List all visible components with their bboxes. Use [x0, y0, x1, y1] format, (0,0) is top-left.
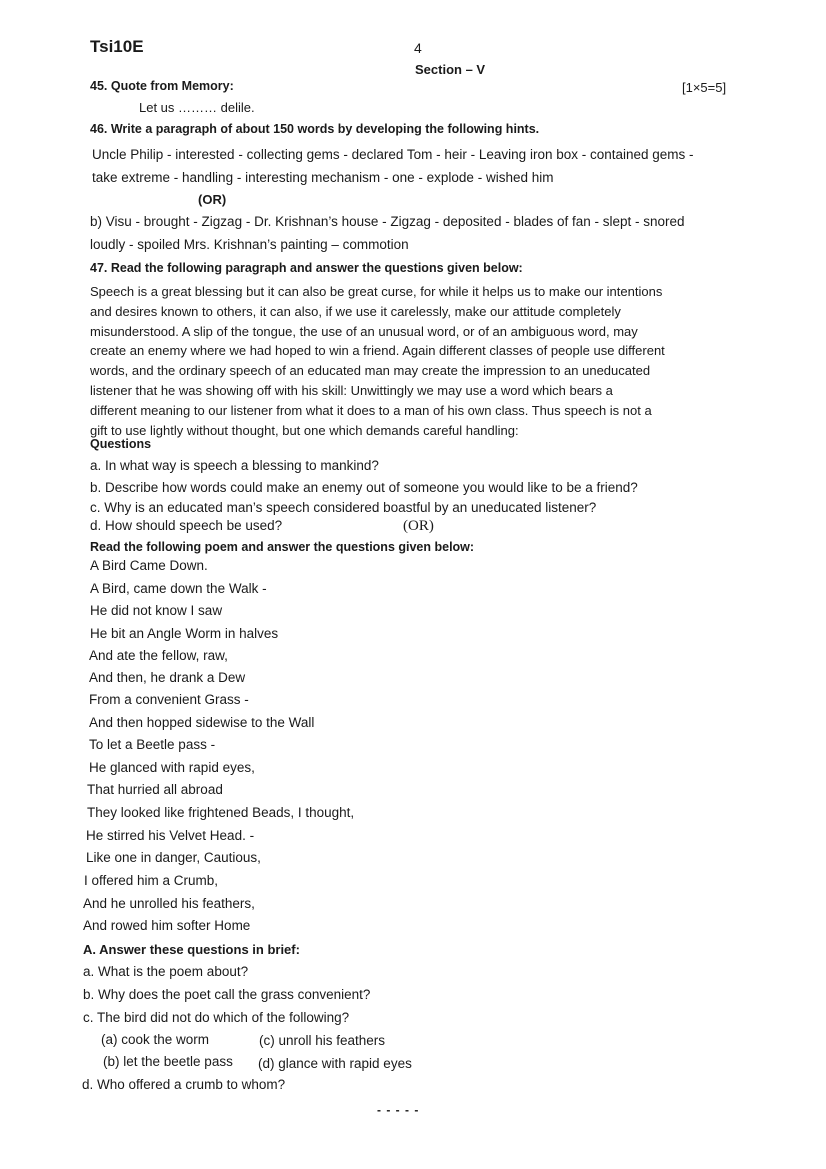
option-a: (a) cook the worm	[101, 1032, 210, 1047]
poem-line: And then, he drank a Dew	[89, 670, 246, 685]
paragraph-line: gift to use lightly without thought, but one which demands careful handling:	[90, 422, 519, 438]
poem-line: And rowed him softer Home	[83, 918, 251, 933]
section-a-question: a. What is the poem about?	[83, 964, 249, 979]
paragraph-line: listener that he was showing off with his skill: Unwittingly we may use a word which bears a	[90, 382, 613, 398]
paragraph-line: words, and the ordinary speech of an educated man may create the impression to an uneducated	[90, 363, 651, 379]
poem-line: He did not know I saw	[90, 603, 223, 618]
poem-line: He glanced with rapid eyes,	[89, 760, 255, 775]
question-item: d. How should speech be used?	[90, 518, 283, 533]
poem-line: A Bird, came down the Walk -	[90, 581, 267, 596]
page-number: 4	[414, 40, 422, 56]
section-a-title: A. Answer these questions in brief:	[83, 942, 300, 957]
paragraph-line: create an enemy where we had hoped to win a friend. Again different classes of people use different	[90, 343, 665, 359]
poem-line: I offered him a Crumb,	[84, 873, 219, 888]
q45-quote-line: Let us ……… delile.	[139, 100, 255, 115]
poem-line: He bit an Angle Worm in halves	[90, 626, 279, 641]
paragraph-line: and desires known to others, it can also, if we use it carelessly, make our attitude completely	[90, 303, 621, 319]
q47-paragraph	[90, 282, 665, 440]
poem-instruction: Read the following poem and answer the questions given below:	[90, 540, 475, 554]
section-title: Section – V	[415, 62, 486, 77]
q46-hint-a-line: take extreme - handling - interesting mechanism - one - explode - wished him	[92, 170, 554, 185]
paragraph-line: different meaning to our listener from what it does to a man of his own class. Thus speech is not a	[90, 402, 652, 418]
poem-line: To let a Beetle pass -	[89, 737, 216, 752]
section-a-question: c. The bird did not do which of the following?	[83, 1010, 350, 1025]
option-b: (b) let the beetle pass	[103, 1054, 233, 1069]
option-d: (d) glance with rapid eyes	[258, 1056, 412, 1071]
question-item: a. In what way is speech a blessing to mankind?	[90, 458, 379, 473]
question-item: b. Describe how words could make an enemy out of someone you would like to be a friend?	[90, 480, 638, 495]
poem-line: He stirred his Velvet Head. -	[86, 828, 255, 843]
footer-dashes: - - - - -	[377, 1103, 420, 1117]
poem-title: A Bird Came Down.	[90, 558, 208, 573]
q46-title: 46. Write a paragraph of about 150 words by developing the following hints.	[90, 122, 540, 136]
poem-line: They looked like frightened Beads, I thought,	[87, 805, 355, 820]
poem-line: Like one in danger, Cautious,	[86, 850, 261, 865]
q46-hint-b-line: loudly - spoiled Mrs. Krishnan’s painting – commotion	[90, 237, 409, 252]
q47-title: 47. Read the following paragraph and answer the questions given below:	[90, 261, 523, 275]
poem-line: That hurried all abroad	[87, 782, 223, 797]
question-item: c. Why is an educated man’s speech considered boastful by an uneducated listener?	[90, 500, 597, 515]
poem-line: And then hopped sidewise to the Wall	[89, 715, 315, 730]
marks: [1×5=5]	[682, 80, 727, 95]
paper-code: Tsi10E	[90, 37, 144, 56]
last-question: d. Who offered a crumb to whom?	[82, 1077, 286, 1092]
option-c: (c) unroll his feathers	[259, 1033, 386, 1048]
poem-line: From a convenient Grass -	[89, 692, 249, 707]
questions-label: Questions	[90, 437, 152, 451]
q47-or: (OR)	[403, 518, 434, 534]
paragraph-line: misunderstood. A slip of the tongue, the use of an unusual word, or of an ambiguous word, may	[90, 323, 638, 339]
poem-line: And ate the fellow, raw,	[89, 648, 228, 663]
q45-title: 45. Quote from Memory:	[90, 79, 234, 93]
poem-line: And he unrolled his feathers,	[83, 896, 255, 911]
q46-or: (OR)	[198, 192, 227, 207]
paragraph-line: Speech is a great blessing but it can also be great curse, for while it helps us to make our intentions	[90, 284, 663, 299]
q46-hint-b-line: b) Visu - brought - Zigzag - Dr. Krishnan’s house - Zigzag - deposited - blades of fan - slept - snored	[90, 214, 685, 229]
q46-hint-a-line: Uncle Philip - interested - collecting gems - declared Tom - heir - Leaving iron box - contained gems -	[92, 147, 694, 162]
section-a-question: b. Why does the poet call the grass convenient?	[83, 987, 371, 1002]
